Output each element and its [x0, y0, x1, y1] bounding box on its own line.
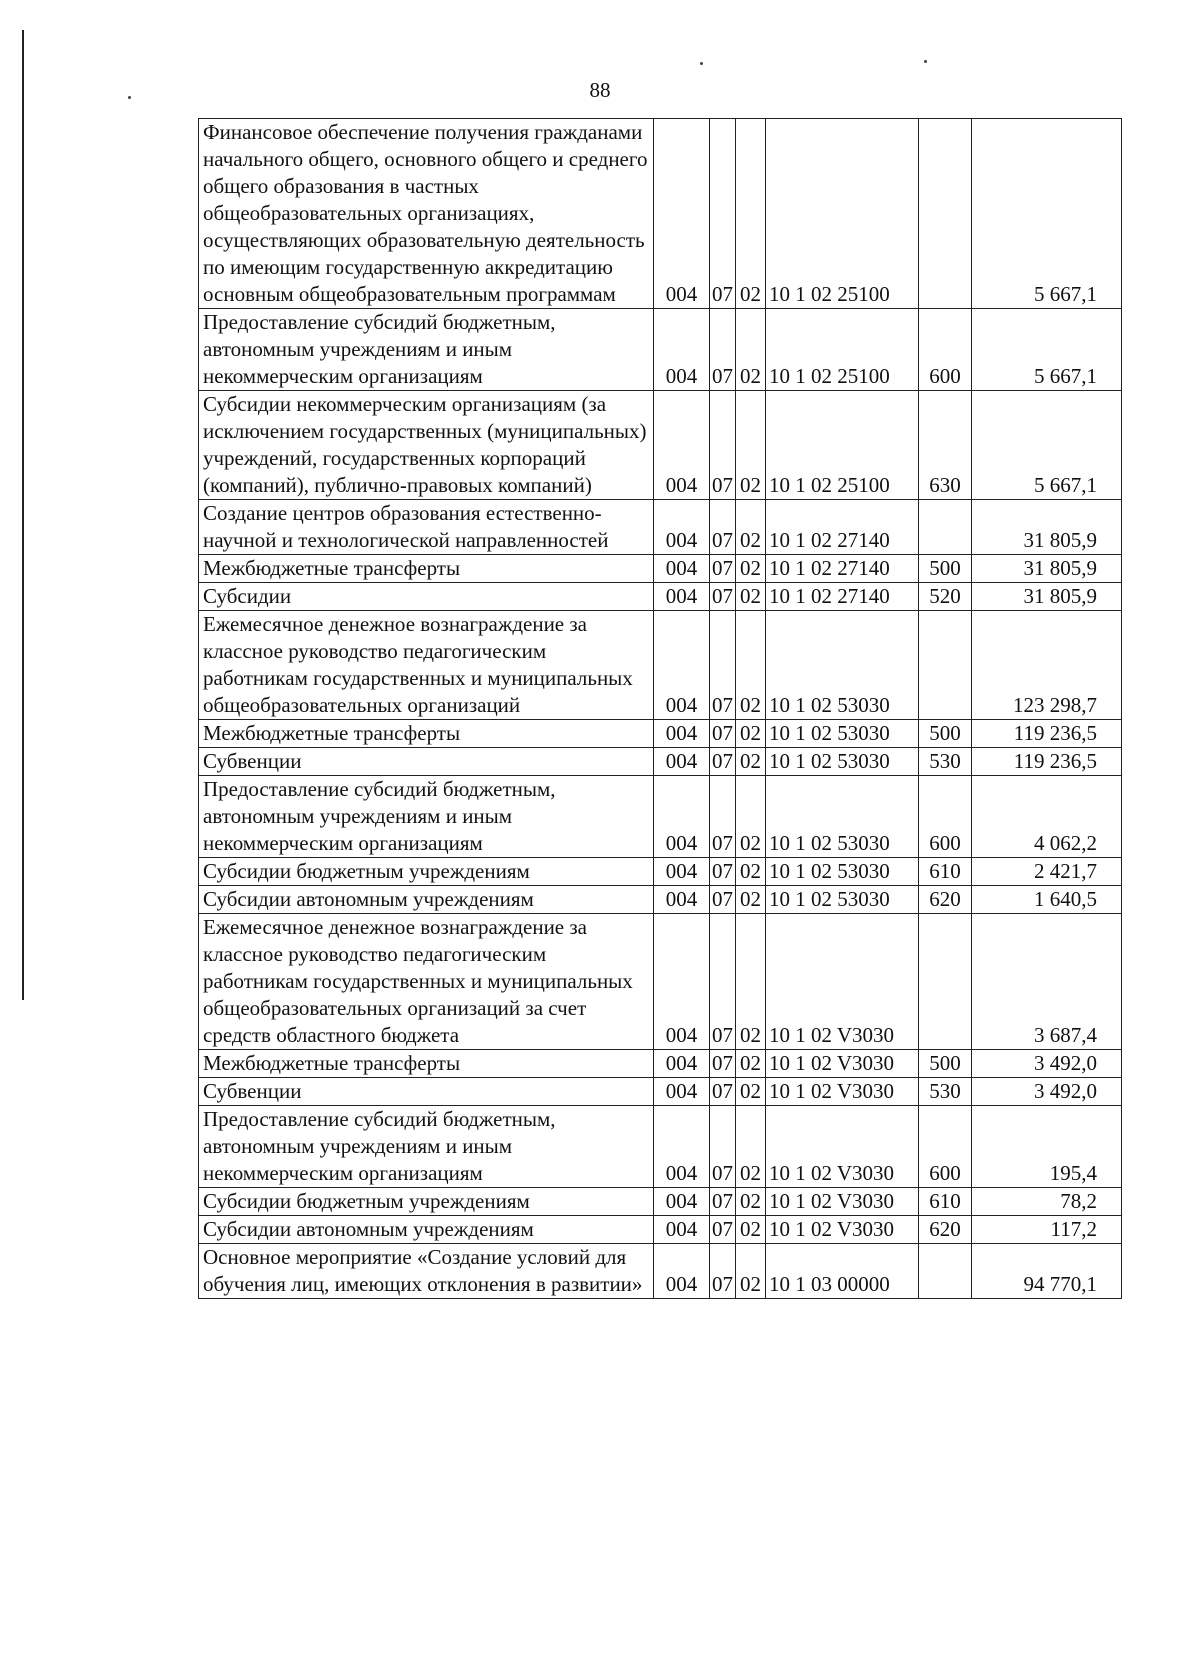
ministry-code: 004 — [654, 583, 710, 611]
section-code: 07 — [710, 309, 736, 391]
section-code: 07 — [710, 1216, 736, 1244]
section-code: 07 — [710, 583, 736, 611]
row-name: Предоставление субсидий бюджетным, автономным учреждениям и иным некоммерческим организациям — [199, 1106, 654, 1188]
amount: 94 770,1 — [972, 1244, 1122, 1299]
ministry-code: 004 — [654, 748, 710, 776]
amount: 78,2 — [972, 1188, 1122, 1216]
ministry-code: 004 — [654, 720, 710, 748]
row-name: Субсидии некоммерческим организациям (за исключением государственных (муниципальных) учреждений, государственных корпораций (компаний), публично-правовых компаний) — [199, 391, 654, 500]
expense-type-code: 600 — [919, 1106, 972, 1188]
section-code: 07 — [710, 914, 736, 1050]
row-name: Субсидии бюджетным учреждениям — [199, 858, 654, 886]
expense-type-code — [919, 119, 972, 309]
subsection-code: 02 — [736, 776, 766, 858]
expense-type-code — [919, 914, 972, 1050]
row-name: Субсидии автономным учреждениям — [199, 886, 654, 914]
row-name: Ежемесячное денежное вознаграждение за классное руководство педагогическим работникам государственных и муниципальных общеобразовательных организаций — [199, 611, 654, 720]
amount: 31 805,9 — [972, 555, 1122, 583]
table-row — [199, 858, 1122, 886]
target-item-code: 10 1 02 53030 — [766, 858, 919, 886]
ministry-code: 004 — [654, 1244, 710, 1299]
table-row — [199, 309, 1122, 391]
subsection-code: 02 — [736, 1188, 766, 1216]
row-name: Ежемесячное денежное вознаграждение за классное руководство педагогическим работникам государственных и муниципальных общеобразовательных организаций за счет средств областного бюджета — [199, 914, 654, 1050]
amount: 5 667,1 — [972, 391, 1122, 500]
table-row — [199, 1244, 1122, 1299]
ministry-code: 004 — [654, 391, 710, 500]
subsection-code: 02 — [736, 611, 766, 720]
expense-type-code — [919, 1244, 972, 1299]
subsection-code: 02 — [736, 1106, 766, 1188]
section-code: 07 — [710, 1106, 736, 1188]
table-row — [199, 1078, 1122, 1106]
subsection-code: 02 — [736, 1216, 766, 1244]
table-row — [199, 611, 1122, 720]
ministry-code: 004 — [654, 611, 710, 720]
subsection-code: 02 — [736, 500, 766, 555]
section-code: 07 — [710, 611, 736, 720]
expense-type-code: 530 — [919, 1078, 972, 1106]
table-row — [199, 1216, 1122, 1244]
target-item-code: 10 1 02 53030 — [766, 748, 919, 776]
expense-type-code: 500 — [919, 1050, 972, 1078]
expense-type-code: 610 — [919, 858, 972, 886]
amount: 5 667,1 — [972, 119, 1122, 309]
ministry-code: 004 — [654, 1188, 710, 1216]
row-name: Межбюджетные трансферты — [199, 1050, 654, 1078]
target-item-code: 10 1 02 V3030 — [766, 1106, 919, 1188]
section-code: 07 — [710, 1078, 736, 1106]
amount: 119 236,5 — [972, 720, 1122, 748]
section-code: 07 — [710, 1050, 736, 1078]
target-item-code: 10 1 02 53030 — [766, 611, 919, 720]
row-name: Предоставление субсидий бюджетным, автономным учреждениям и иным некоммерческим организациям — [199, 309, 654, 391]
amount: 3 492,0 — [972, 1078, 1122, 1106]
row-name: Субсидии — [199, 583, 654, 611]
target-item-code: 10 1 02 25100 — [766, 309, 919, 391]
row-name: Субсидии автономным учреждениям — [199, 1216, 654, 1244]
expense-type-code: 630 — [919, 391, 972, 500]
expense-type-code: 620 — [919, 886, 972, 914]
amount: 5 667,1 — [972, 309, 1122, 391]
amount: 119 236,5 — [972, 748, 1122, 776]
row-name: Создание центров образования естественно-научной и технологической направленностей — [199, 500, 654, 555]
table-row — [199, 748, 1122, 776]
table-row — [199, 1050, 1122, 1078]
section-code: 07 — [710, 1188, 736, 1216]
target-item-code: 10 1 02 27140 — [766, 555, 919, 583]
budget-table — [198, 118, 1122, 1299]
subsection-code: 02 — [736, 858, 766, 886]
expense-type-code: 620 — [919, 1216, 972, 1244]
subsection-code: 02 — [736, 1244, 766, 1299]
target-item-code: 10 1 02 V3030 — [766, 914, 919, 1050]
expense-type-code: 500 — [919, 555, 972, 583]
target-item-code: 10 1 02 27140 — [766, 500, 919, 555]
amount: 117,2 — [972, 1216, 1122, 1244]
ministry-code: 004 — [654, 119, 710, 309]
row-name: Субвенции — [199, 1078, 654, 1106]
subsection-code: 02 — [736, 309, 766, 391]
ministry-code: 004 — [654, 1216, 710, 1244]
target-item-code: 10 1 02 27140 — [766, 583, 919, 611]
amount: 1 640,5 — [972, 886, 1122, 914]
section-code: 07 — [710, 119, 736, 309]
amount: 31 805,9 — [972, 500, 1122, 555]
table-row — [199, 555, 1122, 583]
scan-speck — [924, 60, 927, 63]
section-code: 07 — [710, 1244, 736, 1299]
expense-type-code: 500 — [919, 720, 972, 748]
section-code: 07 — [710, 555, 736, 583]
row-name: Финансовое обеспечение получения гражданами начального общего, основного общего и среднего общего образования в частных общеобразовательных организациях, осуществляющих образовательную деятельность по имеющим государственную аккредитацию основным общеобразовательным программам — [199, 119, 654, 309]
section-code: 07 — [710, 858, 736, 886]
table-row — [199, 914, 1122, 1050]
amount: 3 492,0 — [972, 1050, 1122, 1078]
row-name: Межбюджетные трансферты — [199, 720, 654, 748]
target-item-code: 10 1 03 00000 — [766, 1244, 919, 1299]
row-name: Основное мероприятие «Создание условий для обучения лиц, имеющих отклонения в развитии» — [199, 1244, 654, 1299]
subsection-code: 02 — [736, 391, 766, 500]
table-row — [199, 119, 1122, 309]
ministry-code: 004 — [654, 1050, 710, 1078]
expense-type-code: 600 — [919, 776, 972, 858]
subsection-code: 02 — [736, 886, 766, 914]
amount: 195,4 — [972, 1106, 1122, 1188]
row-name: Предоставление субсидий бюджетным, автономным учреждениям и иным некоммерческим организациям — [199, 776, 654, 858]
section-code: 07 — [710, 886, 736, 914]
ministry-code: 004 — [654, 555, 710, 583]
subsection-code: 02 — [736, 748, 766, 776]
section-code: 07 — [710, 500, 736, 555]
subsection-code: 02 — [736, 119, 766, 309]
target-item-code: 10 1 02 V3030 — [766, 1188, 919, 1216]
scan-speck — [700, 62, 703, 65]
target-item-code: 10 1 02 V3030 — [766, 1078, 919, 1106]
ministry-code: 004 — [654, 500, 710, 555]
table-row — [199, 720, 1122, 748]
row-name: Субсидии бюджетным учреждениям — [199, 1188, 654, 1216]
table-row — [199, 583, 1122, 611]
subsection-code: 02 — [736, 1078, 766, 1106]
target-item-code: 10 1 02 53030 — [766, 886, 919, 914]
table-row — [199, 886, 1122, 914]
row-name: Субвенции — [199, 748, 654, 776]
target-item-code: 10 1 02 25100 — [766, 391, 919, 500]
table-row — [199, 776, 1122, 858]
target-item-code: 10 1 02 53030 — [766, 720, 919, 748]
expense-type-code: 600 — [919, 309, 972, 391]
table-row — [199, 1106, 1122, 1188]
section-code: 07 — [710, 776, 736, 858]
scan-margin-line — [22, 30, 24, 1000]
table-row — [199, 500, 1122, 555]
amount: 4 062,2 — [972, 776, 1122, 858]
ministry-code: 004 — [654, 1078, 710, 1106]
subsection-code: 02 — [736, 555, 766, 583]
subsection-code: 02 — [736, 583, 766, 611]
expense-type-code — [919, 611, 972, 720]
expense-type-code — [919, 500, 972, 555]
row-name: Межбюджетные трансферты — [199, 555, 654, 583]
amount: 2 421,7 — [972, 858, 1122, 886]
section-code: 07 — [710, 720, 736, 748]
subsection-code: 02 — [736, 720, 766, 748]
subsection-code: 02 — [736, 1050, 766, 1078]
target-item-code: 10 1 02 53030 — [766, 776, 919, 858]
target-item-code: 10 1 02 V3030 — [766, 1050, 919, 1078]
table-row — [199, 1188, 1122, 1216]
ministry-code: 004 — [654, 886, 710, 914]
page-number: 88 — [589, 78, 611, 102]
amount: 123 298,7 — [972, 611, 1122, 720]
expense-type-code: 610 — [919, 1188, 972, 1216]
target-item-code: 10 1 02 25100 — [766, 119, 919, 309]
section-code: 07 — [710, 391, 736, 500]
ministry-code: 004 — [654, 1106, 710, 1188]
section-code: 07 — [710, 748, 736, 776]
amount: 3 687,4 — [972, 914, 1122, 1050]
amount: 31 805,9 — [972, 583, 1122, 611]
expense-type-code: 520 — [919, 583, 972, 611]
ministry-code: 004 — [654, 858, 710, 886]
subsection-code: 02 — [736, 914, 766, 1050]
target-item-code: 10 1 02 V3030 — [766, 1216, 919, 1244]
ministry-code: 004 — [654, 776, 710, 858]
expense-type-code: 530 — [919, 748, 972, 776]
table-row — [199, 391, 1122, 500]
ministry-code: 004 — [654, 914, 710, 1050]
ministry-code: 004 — [654, 309, 710, 391]
